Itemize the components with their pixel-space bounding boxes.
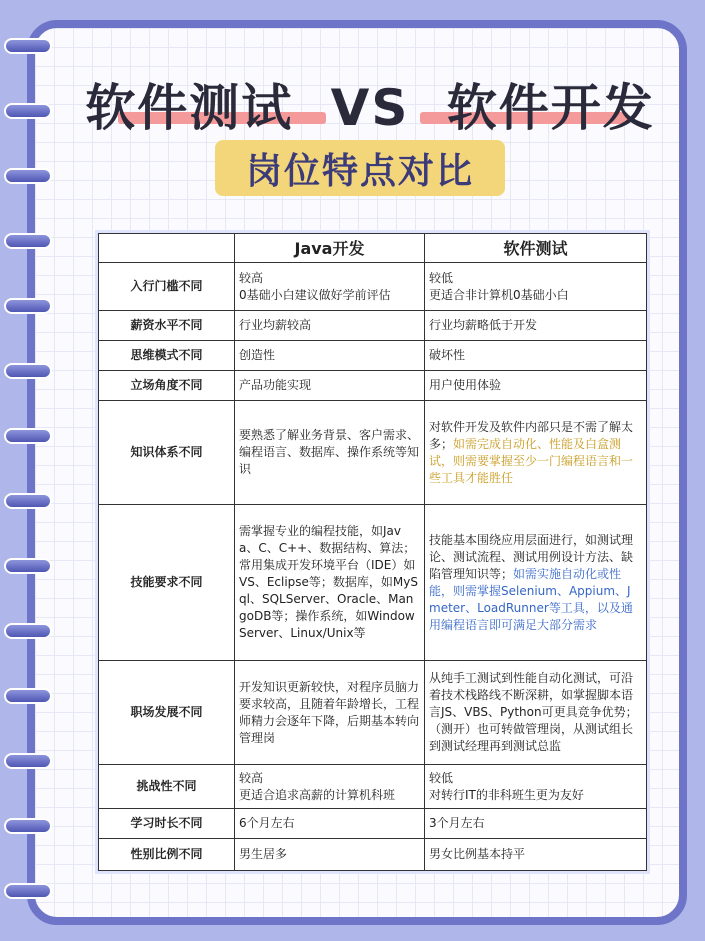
page-title <box>60 68 680 140</box>
test-cell <box>425 401 647 505</box>
java-cell: 6个月左右 <box>235 809 425 839</box>
row-label: 知识体系不同 <box>99 401 235 505</box>
cell-line: 0基础小白建议做好学前评估 <box>239 287 391 302</box>
test-cell: 用户使用体验 <box>425 371 647 401</box>
header-empty <box>99 234 235 263</box>
java-cell: 创造性 <box>235 341 425 371</box>
cell-highlight-text: 如需实施自动化或性能，则需掌握Selenium、Appium、Jmeter、LoadRunner等工具，以及通用编程语言即可满足大部分需求 <box>429 566 633 632</box>
table-header-row <box>99 234 647 263</box>
row-label: 职场发展不同 <box>99 661 235 765</box>
cell-line: 较低 <box>429 770 454 785</box>
cell-highlight-text: 如需完成自动化、性能及白盒测试，则需要掌握至少一门编程语言和一些工具才能胜任 <box>429 436 634 485</box>
binder-ring <box>4 753 52 769</box>
cell-line: 更适合追求高薪的计算机科班 <box>239 787 396 802</box>
java-cell: 要熟悉了解业务背景、客户需求、编程语言、数据库、操作系统等知识 <box>235 401 425 505</box>
test-cell: 破坏性 <box>425 341 647 371</box>
cell-line: 更适合非计算机0基础小白 <box>429 287 569 302</box>
table-row <box>99 839 647 871</box>
cell-line: 较高 <box>239 770 264 785</box>
table-row <box>99 505 647 661</box>
java-cell: 开发知识更新较快，对程序员脑力要求较高，且随着年龄增长，工程师精力会逐年下降，后期基本转向管理岗 <box>235 661 425 765</box>
test-cell: 3个月左右 <box>425 809 647 839</box>
table-row <box>99 263 647 311</box>
binder-ring <box>4 363 52 379</box>
test-cell <box>425 765 647 809</box>
cell-text: 对软件开发及软件内部只是不需了解太多； <box>429 419 634 451</box>
table-row <box>99 371 647 401</box>
table-row <box>99 765 647 809</box>
cell-line: 较低 <box>429 270 454 285</box>
table-row <box>99 401 647 505</box>
binder-ring <box>4 168 52 184</box>
java-cell <box>235 765 425 809</box>
binder-ring <box>4 818 52 834</box>
comparison-table <box>98 233 647 871</box>
java-cell <box>235 263 425 311</box>
binder-ring <box>4 103 52 119</box>
binder-ring <box>4 558 52 574</box>
row-label: 薪资水平不同 <box>99 311 235 341</box>
title-left: 软件测试 <box>85 79 294 137</box>
test-cell <box>425 263 647 311</box>
test-cell: 男女比例基本持平 <box>425 839 647 871</box>
test-cell <box>425 505 647 661</box>
table-row <box>99 341 647 371</box>
subtitle: 岗位特点对比 <box>245 150 474 192</box>
table-row <box>99 809 647 839</box>
header-java: Java开发 <box>235 234 425 263</box>
binder-ring <box>4 233 52 249</box>
header-test: 软件测试 <box>425 234 647 263</box>
java-cell: 产品功能实现 <box>235 371 425 401</box>
row-label: 立场角度不同 <box>99 371 235 401</box>
subtitle-banner <box>215 140 505 196</box>
binder-ring <box>4 688 52 704</box>
table-row <box>99 661 647 765</box>
java-cell: 男生居多 <box>235 839 425 871</box>
binder-ring <box>4 493 52 509</box>
cell-line: 对转行IT的非科班生更为友好 <box>429 787 584 802</box>
title-vs: VS <box>330 79 410 137</box>
binder-ring <box>4 883 52 899</box>
binder-ring <box>4 623 52 639</box>
binder-ring <box>4 38 52 54</box>
row-label: 性别比例不同 <box>99 839 235 871</box>
row-label: 入行门槛不同 <box>99 263 235 311</box>
title-right: 软件开发 <box>446 79 655 137</box>
test-cell: 从纯手工测试到性能自动化测试，可沿着技术栈路线不断深耕，如掌握脚本语言JS、VBS、Python可更具竞争优势；（测开）也可转做管理岗，从测试组长到测试经理再到测试总监 <box>425 661 647 765</box>
java-cell: 需掌握专业的编程技能，如Java、C、C++、数据结构、算法；常用集成开发环境平台（IDE）如VS、Eclipse等；数据库，如MySql、SQLServer、Oracle、MangoDB等；操作系统，如WindowServer、Linux/Unix等 <box>235 505 425 661</box>
row-label: 学习时长不同 <box>99 809 235 839</box>
binder-ring <box>4 298 52 314</box>
binder-ring <box>4 428 52 444</box>
java-cell: 行业均薪较高 <box>235 311 425 341</box>
cell-line: 较高 <box>239 270 264 285</box>
row-label: 挑战性不同 <box>99 765 235 809</box>
row-label: 思维模式不同 <box>99 341 235 371</box>
cell-text: 技能基本围绕应用层面进行，如测试理论、测试流程、测试用例设计方法、缺陷管理知识等； <box>429 532 634 581</box>
row-label: 技能要求不同 <box>99 505 235 661</box>
test-cell: 行业均薪略低于开发 <box>425 311 647 341</box>
table-row <box>99 311 647 341</box>
